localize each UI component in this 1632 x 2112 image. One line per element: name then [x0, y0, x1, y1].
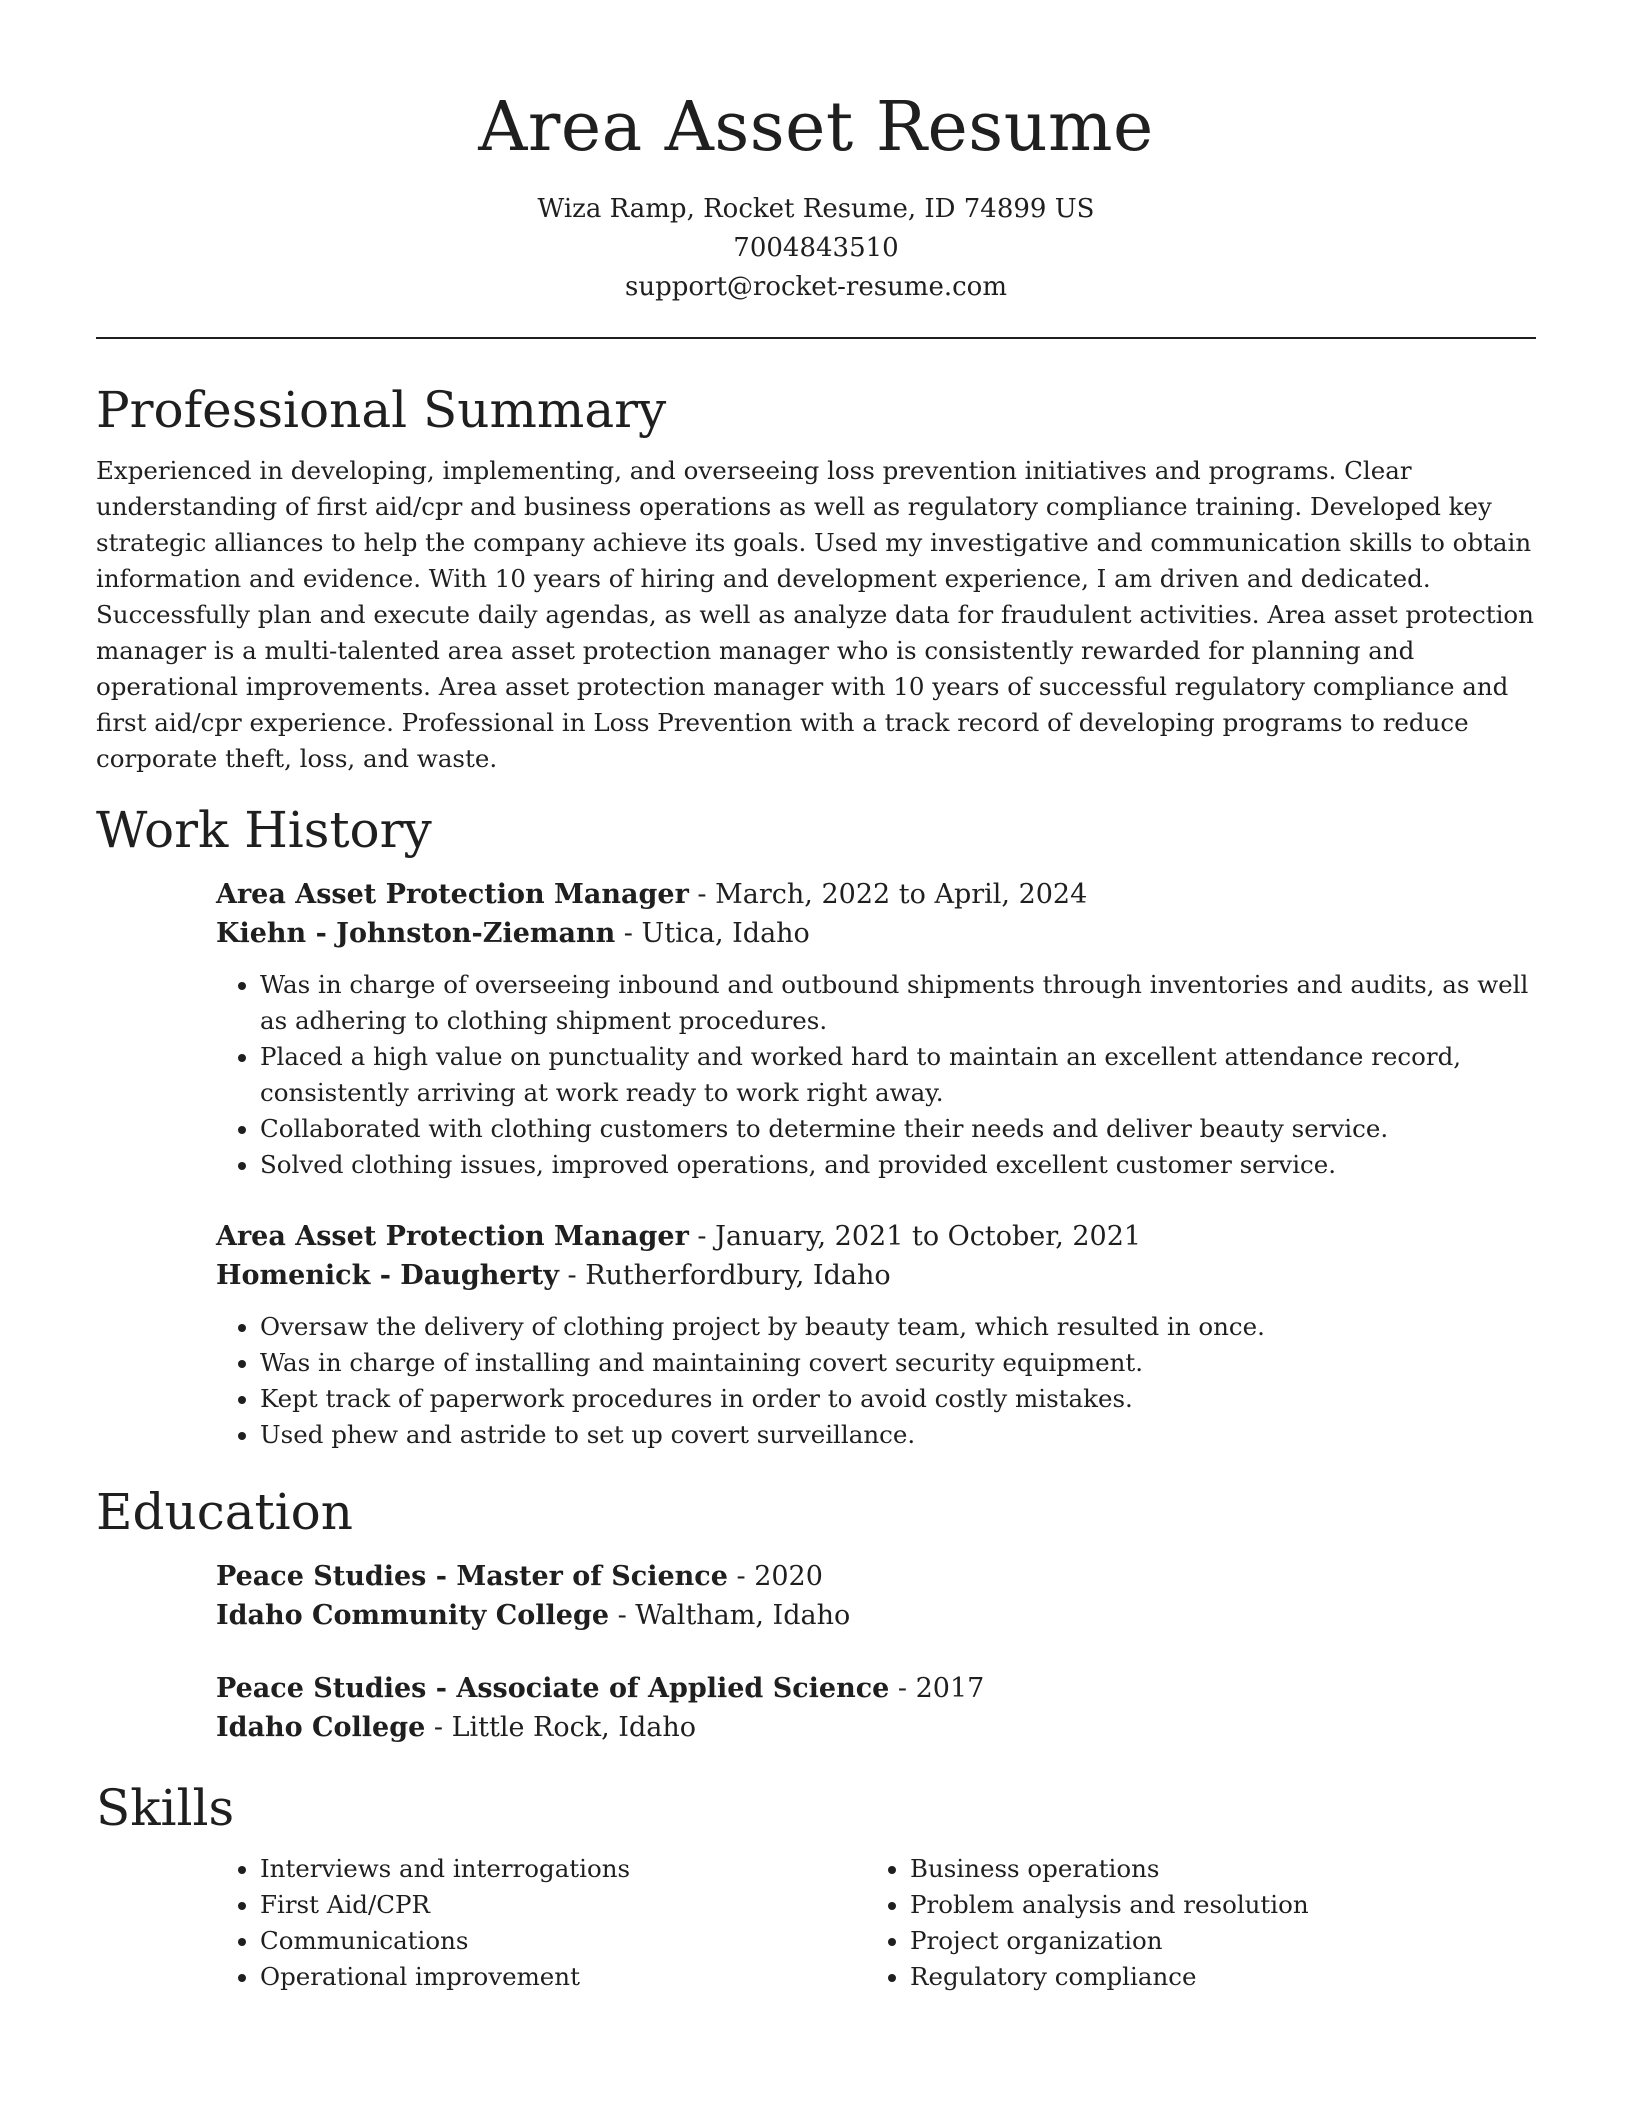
work-history-heading: Work History [96, 801, 432, 859]
work-history-section [96, 799, 1536, 1453]
education-field: Peace Studies - Associate of Applied Science [216, 1673, 890, 1704]
education-degree-line [216, 1669, 1536, 1708]
list-item: • Regulatory compliance [910, 1959, 1516, 1995]
contact-phone: 7004843510 [733, 233, 899, 263]
list-item: • Solved clothing issues, improved operations, and provided excellent customer service. [260, 1147, 1536, 1183]
skills-column-left [216, 1851, 866, 1995]
list-item: • Business operations [910, 1851, 1516, 1887]
skills-list [216, 1851, 866, 1995]
education-year: - 2017 [889, 1673, 985, 1704]
education-school: Idaho Community College [216, 1600, 610, 1631]
list-item: • Collaborated with clothing customers to determine their needs and deliver beauty service. [260, 1111, 1536, 1147]
list-item: • Problem analysis and resolution [910, 1887, 1516, 1923]
job-dates: - January, 2021 to October, 2021 [688, 1221, 1142, 1252]
education-field: Peace Studies - Master of Science [216, 1561, 728, 1592]
job-title-line [216, 875, 1536, 914]
contact-email: support@rocket-resume.com [624, 272, 1007, 302]
resume-title: Area Asset Resume [478, 88, 1154, 167]
skills-section [96, 1777, 1536, 1995]
job-company: Homenick - Daugherty [216, 1260, 559, 1291]
job-entry [216, 875, 1536, 1183]
job-dates: - March, 2022 to April, 2024 [688, 879, 1088, 910]
education-school-line [216, 1596, 1536, 1635]
summary-heading: Professional Summary [96, 381, 667, 439]
job-role: Area Asset Protection Manager [216, 879, 689, 910]
education-school: Idaho College [216, 1712, 426, 1743]
list-item: • Project organization [910, 1923, 1516, 1959]
skills-grid [216, 1851, 1536, 1995]
list-item: • Placed a high value on punctuality and worked hard to maintain an excellent attendance record, consistently arriving at work ready to work right away. [260, 1039, 1536, 1111]
job-location: - Rutherfordbury, Idaho [558, 1260, 891, 1291]
list-item: • Interviews and interrogations [260, 1851, 866, 1887]
education-year: - 2020 [727, 1561, 823, 1592]
list-item: • Was in charge of installing and maintaining covert security equipment. [260, 1345, 1536, 1381]
list-item: • Was in charge of overseeing inbound and outbound shipments through inventories and audits, as well as adhering to clothing shipment procedures. [260, 967, 1536, 1039]
education-school-line [216, 1708, 1536, 1747]
job-location: - Utica, Idaho [615, 918, 810, 949]
education-entry [216, 1669, 1536, 1747]
contact-address: Wiza Ramp, Rocket Resume, ID 74899 US [537, 194, 1095, 224]
job-bullets [216, 1309, 1536, 1453]
education-degree-line [216, 1557, 1536, 1596]
list-item: • Operational improvement [260, 1959, 866, 1995]
education-heading: Education [96, 1483, 353, 1541]
skills-heading: Skills [96, 1779, 235, 1837]
contact-block [96, 190, 1536, 307]
job-company: Kiehn - Johnston-Ziemann [216, 918, 616, 949]
list-item: • First Aid/CPR [260, 1887, 866, 1923]
list-item: • Communications [260, 1923, 866, 1959]
summary-section [96, 379, 1536, 777]
list-item: • Used phew and astride to set up covert surveillance. [260, 1417, 1536, 1453]
job-title-line [216, 1217, 1536, 1256]
education-entry [216, 1557, 1536, 1635]
job-company-line [216, 914, 1536, 953]
skills-column-right [866, 1851, 1516, 1995]
resume-header [96, 86, 1536, 307]
education-location: - Little Rock, Idaho [425, 1712, 696, 1743]
education-section [96, 1481, 1536, 1747]
list-item: • Oversaw the delivery of clothing project by beauty team, which resulted in once. [260, 1309, 1536, 1345]
summary-text: Experienced in developing, implementing, and overseeing loss prevention initiatives and programs. Clear understanding of first aid/cpr and business operations as well as regulatory compliance training. Developed key strategic alliances to help the company achieve its goals. Used my investigative and communication skills to obtain information and evidence. With 10 years of hiring and development experience, I am driven and dedicated. Successfully plan and execute daily agendas, as well as analyze data for fraudulent activities. Area asset protection manager is a multi-talented area asset protection manager who is consistently rewarded for planning and operational improvements. Area asset protection manager with 10 years of successful regulatory compliance and first aid/cpr experience. Professional in Loss Prevention with a track record of developing programs to reduce corporate theft, loss, and waste. [96, 456, 1534, 773]
skills-list [866, 1851, 1516, 1995]
job-entry [216, 1217, 1536, 1453]
job-bullets [216, 967, 1536, 1183]
header-divider [96, 337, 1536, 339]
education-location: - Waltham, Idaho [609, 1600, 851, 1631]
job-role: Area Asset Protection Manager [216, 1221, 689, 1252]
job-company-line [216, 1256, 1536, 1295]
list-item: • Kept track of paperwork procedures in order to avoid costly mistakes. [260, 1381, 1536, 1417]
